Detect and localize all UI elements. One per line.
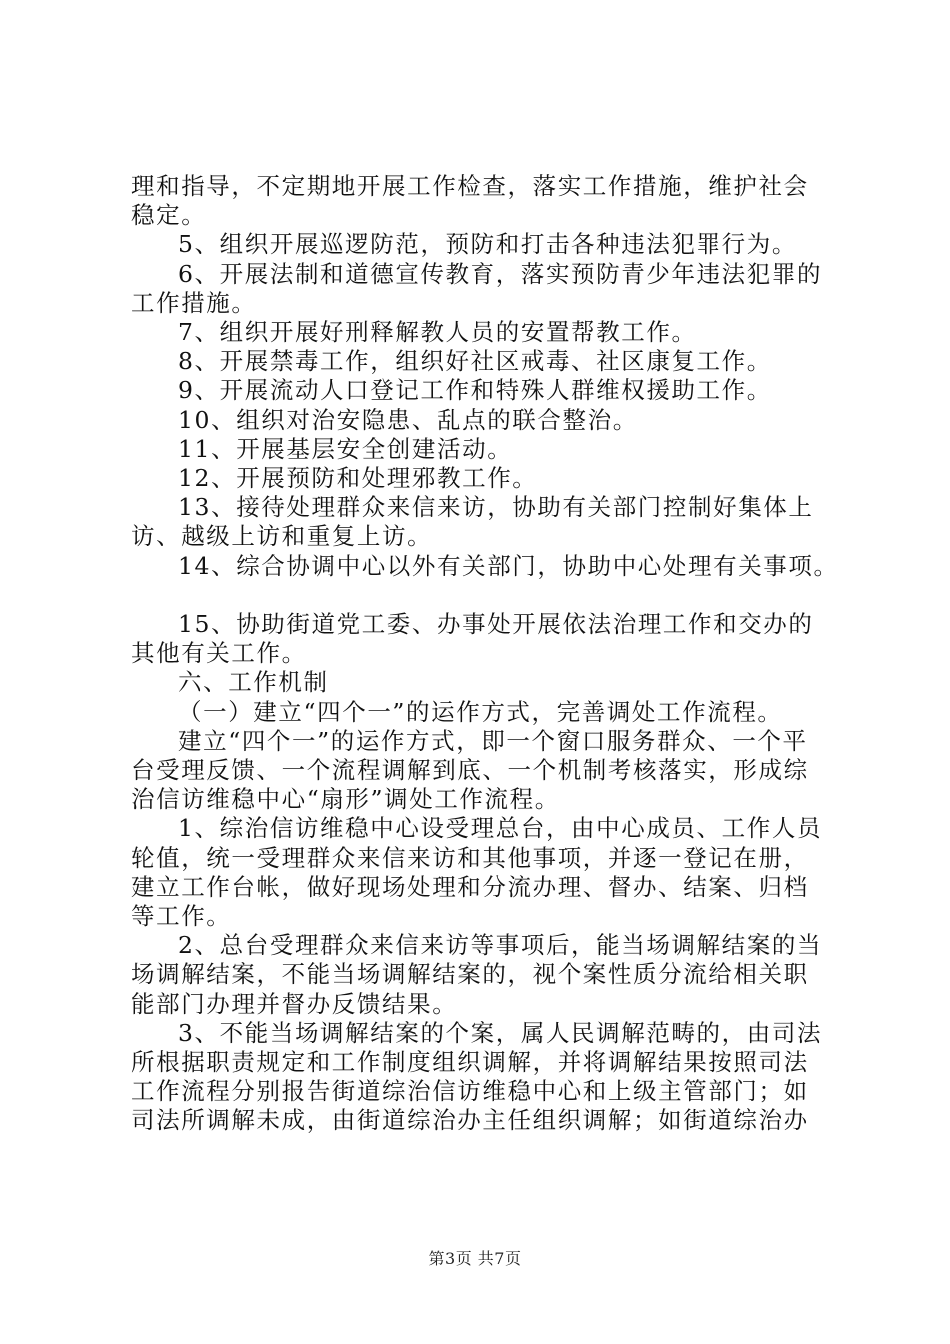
paragraph-four-ones: 建立“四个一”的运作方式，即一个窗口服务群众、一个平台受理反馈、一个流程调解到底、一个机制考核落实，形成综治信访维稳中心“扇形”调处工作流程。 <box>131 726 809 814</box>
paragraph-item-7: 7、组织开展好刑释解教人员的安置帮教工作。 <box>178 318 697 347</box>
document-body <box>131 172 839 1136</box>
paragraph-item-9: 9、开展流动人口登记工作和特殊人群维权援助工作。 <box>178 376 772 405</box>
paragraph-continuation: 理和指导，不定期地开展工作检查，落实工作措施，维护社会稳定。 <box>131 172 809 230</box>
paragraph-step-2: 2、总台受理群众来信来访等事项后，能当场调解结案的当场调解结案，不能当场调解结案的，视个案性质分流给相关职能部门办理并督办反馈结果。 <box>131 931 823 1018</box>
paragraph-item-10: 10、组织对治安隐患、乱点的联合整治。 <box>178 405 638 434</box>
section-heading-work-mechanism: 六、工作机制 <box>178 668 329 697</box>
page-number-footer: 第3页 共7页 <box>428 1249 522 1268</box>
paragraph-item-12: 12、开展预防和处理邪教工作。 <box>178 464 538 493</box>
paragraph-item-5: 5、组织开展巡逻防范，预防和打击各种违法犯罪行为。 <box>178 230 797 259</box>
paragraph-item-15: 15、协助街道党工委、办事处开展依法治理工作和交办的其他有关工作。 <box>131 610 814 668</box>
paragraph-item-14: 14、综合协调中心以外有关部门，协助中心处理有关事项。 <box>178 551 839 580</box>
subsection-heading-1: （一）建立“四个一”的运作方式，完善调处工作流程。 <box>178 697 783 726</box>
paragraph-item-13: 13、接待处理群众来信来访，协助有关部门控制好集体上访、越级上访和重复上访。 <box>131 493 814 551</box>
paragraph-step-1: 1、综治信访维稳中心设受理总台，由中心成员、工作人员轮值，统一受理群众来信来访和其他事项，并逐一登记在册，建立工作台帐，做好现场处理和分流办理、督办、结案、归档等工作。 <box>131 814 823 931</box>
paragraph-item-6: 6、开展法制和道德宣传教育，落实预防青少年违法犯罪的工作措施。 <box>131 259 823 317</box>
paragraph-item-8: 8、开展禁毒工作，组织好社区戒毒、社区康复工作。 <box>178 347 772 376</box>
paragraph-item-11: 11、开展基层安全创建活动。 <box>178 434 513 463</box>
blank-line <box>131 581 831 610</box>
paragraph-step-3: 3、不能当场调解结案的个案，属人民调解范畴的，由司法所根据职责规定和工作制度组织调解，并将调解结果按照司法工作流程分别报告街道综治信访维稳中心和上级主管部门；如司法所调解未成，由街道综治办主任组织调解；如街道综治办 <box>131 1018 823 1135</box>
